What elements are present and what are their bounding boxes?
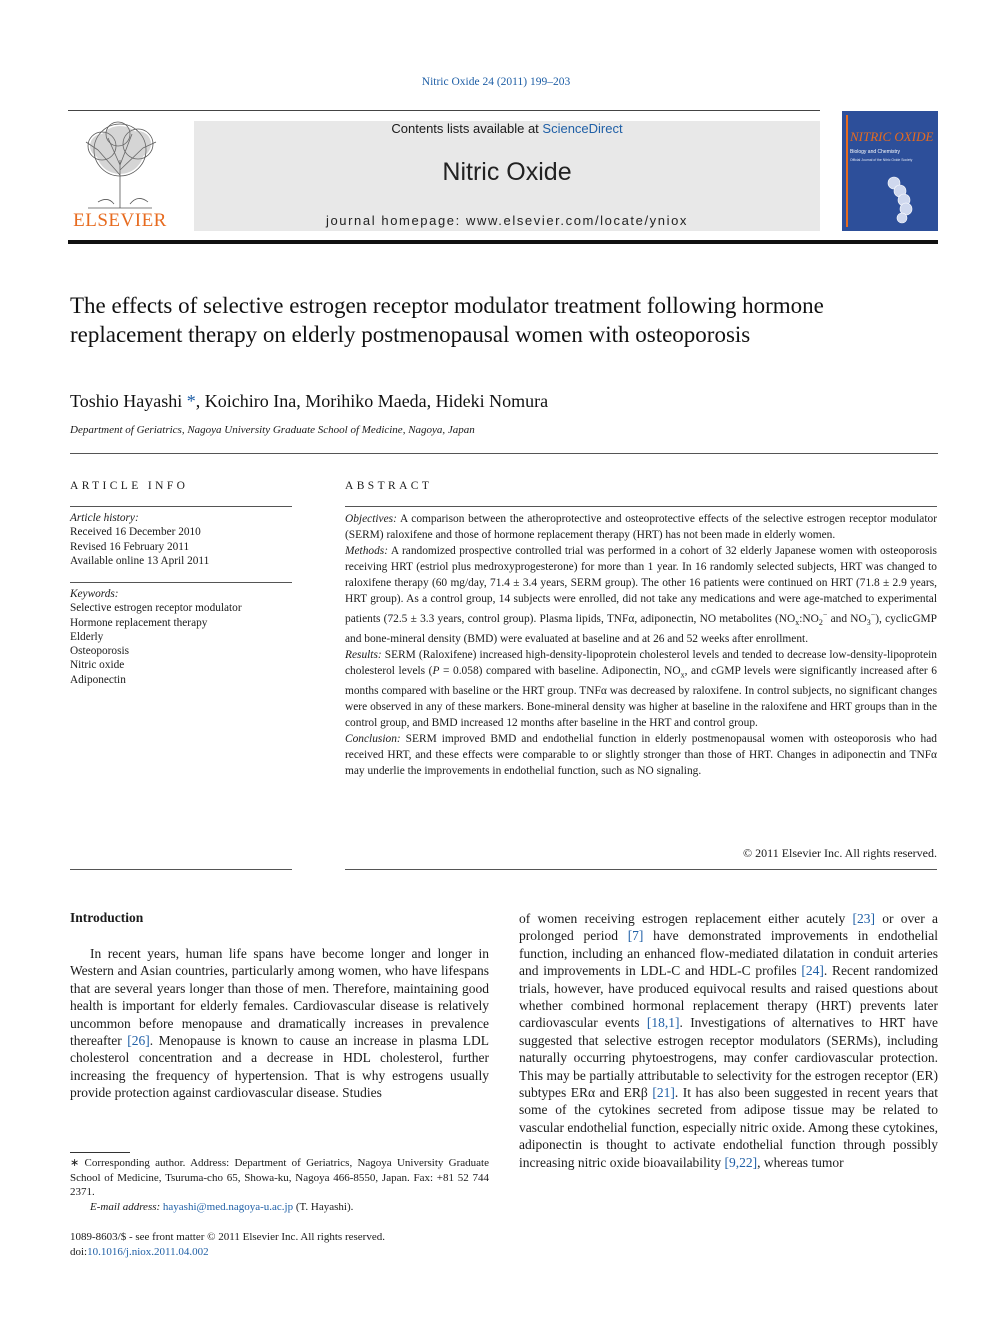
body-text: . It has also been suggested in recent years that some of the cytokines secreted from adipose tissue may be related to vascular endothelial function, especially nitric oxide. Among these cytokines, adiponectin is thought to activate endothelial function through possibly increasing nitric oxide bioavailability — [519, 1085, 938, 1170]
reference-link[interactable]: [26] — [127, 1033, 150, 1049]
body-text: . Recent randomized trials, however, have produced equivocal results and raised questions about whether combined hormonal replacement therapy (HRT) prevents later cardiovascular events — [519, 963, 938, 1031]
conclusion-text: SERM improved BMD and endothelial function in elderly postmenopausal women with osteoporosis who had received HRT, and these effects were comparable to or slightly stronger than those of HRT. Changes in adiponectin and TNFα may underlie the improvements in endothelial function, such as NO signaling. — [345, 733, 937, 778]
body-column-left — [70, 945, 489, 1102]
issn-line: 1089-8603/$ - see front matter © 2011 Elsevier Inc. All rights reserved. — [70, 1231, 385, 1243]
title-rule — [70, 453, 938, 454]
header-top-rule — [68, 110, 820, 111]
keywords-label: Keywords: — [70, 588, 119, 600]
subscript: 3 — [866, 618, 871, 628]
body-text: or over a prolonged period — [519, 911, 938, 944]
abstract-heading: ABSTRACT — [345, 480, 433, 492]
keyword: Elderly — [70, 630, 104, 643]
methods-label: Methods: — [345, 545, 389, 557]
results-label: Results: — [345, 649, 382, 662]
article-info-bottom-rule — [70, 869, 292, 870]
received-date: Received 16 December 2010 — [70, 526, 201, 539]
publisher-wordmark: ELSEVIER — [73, 210, 167, 231]
keyword: Selective estrogen receptor modulator — [70, 602, 242, 615]
results-text: , and cGMP levels were significantly increased after 6 months compared with baseline or the HRT group. TNFα was decreased by raloxifene. In control subjects, no significant changes were observed in any of these markers. Bone-mineral density was higher at baseline in the raloxifene and HRT groups than in the control group, and BMD increased 12 months after baseline in the HRT and control group. — [345, 665, 937, 730]
article-title: The effects of selective estrogen receptor modulator treatment following hormone replacement therapy on elderly postmenopausal women with osteoporosis — [70, 293, 824, 347]
body-text: of women receiving estrogen replacement either acutely — [519, 911, 853, 926]
methods-text: :NO — [799, 612, 819, 625]
reference-link[interactable]: [21] — [652, 1085, 675, 1101]
article-info-heading: ARTICLE INFO — [70, 480, 189, 492]
article-history — [70, 511, 292, 568]
footnote-rule — [70, 1152, 130, 1153]
p-symbol: P — [432, 665, 440, 678]
cover-image-icon — [842, 111, 938, 231]
email-link[interactable]: hayashi@med.nagoya-u.ac.jp — [162, 1200, 294, 1213]
reference-link[interactable]: [24] — [801, 963, 824, 979]
cover-caption: Official Journal of the Nitric Oxide Society — [850, 158, 913, 162]
corresponding-author-note: ∗ Corresponding author. Address: Department of Geriatrics, Nagoya University Graduate School of Medicine, Tsuruma-cho 65, Showa-ku, Nagoya 466-8550, Japan. Fax: +81 52 744 2371. — [70, 1157, 489, 1198]
keyword: Osteoporosis — [70, 645, 129, 658]
methods-text: A randomized prospective controlled trial was performed in a cohort of 32 elderly Japanese women with osteoporosis receiving HRT (estriol plus medroxyprogesterone) for more than 1 year. In 16 randomly selected subjects, HRT was changed to raloxifene therapy (60 mg/day, 71.4 ± 3.4 years, SERM group). The other 16 patients were continued on HRT (71.8 ± 2.9 years, HRT group). As a control group, 14 subjects were enrolled, did not take any medications and were age-matched to experimental patients (72.5 ± 3.3 years, control group). Plasma lipids, TNFα, adiponectin, NO metabolites (NO — [345, 545, 937, 625]
superscript: − — [822, 610, 828, 619]
contents-line — [194, 121, 820, 136]
introduction-heading: Introduction — [70, 910, 144, 925]
journal-cover — [842, 111, 938, 231]
abstract-objectives — [345, 511, 937, 543]
journal-name: Nitric Oxide — [442, 158, 572, 186]
conclusion-label: Conclusion: — [345, 733, 401, 746]
superscript: − — [870, 610, 876, 619]
article-info-rule — [70, 506, 292, 507]
abstract-results — [345, 647, 937, 731]
body-text: , whereas tumor — [757, 1154, 844, 1170]
doi-label: doi: — [70, 1245, 88, 1258]
body-text: have demonstrated improvements in endothelial function, including an enhanced flow-mediated dilatation in conduit arteries and improvements in LDL-C and HDL-C profiles — [519, 928, 938, 979]
corresponding-footnote — [70, 1156, 489, 1214]
sciencedirect-link[interactable]: ScienceDirect — [542, 121, 623, 136]
abstract-body — [345, 511, 937, 779]
issn-block — [70, 1230, 489, 1259]
body-text: . Menopause is known to cause an increase in plasma LDL cholesterol concentration and a decrease in HDL cholesterol, further increasing the frequency of hypertension. That is why estrogens usually provide protection against cardiovascular disease. Studies — [70, 1033, 489, 1101]
subscript: 2 — [818, 618, 823, 628]
objectives-label: Objectives: — [345, 513, 397, 525]
reference-link[interactable]: [18,1] — [646, 1015, 680, 1031]
objectives-text: A comparison between the atheroprotective and osteoprotective effects of the selective estrogen receptor modulator (SERM) raloxifene and those of hormone replacement therapy (HRT) has not been made in elderly women. — [345, 513, 937, 541]
doi-link[interactable]: 10.1016/j.niox.2011.04.002 — [87, 1245, 209, 1258]
abstract-copyright: © 2011 Elsevier Inc. All rights reserved. — [743, 846, 937, 860]
body-column-right — [519, 910, 938, 1171]
reference-link[interactable]: [7] — [627, 928, 644, 944]
first-author: Toshio Hayashi — [70, 391, 183, 411]
keywords-block — [70, 587, 292, 687]
keyword: Hormone replacement therapy — [70, 616, 208, 629]
abstract-bottom-rule — [345, 869, 937, 870]
results-text: = 0.058) compared with baseline. Adiponectin, NO — [439, 665, 681, 678]
body-text: . Investigations of alternatives to HRT have suggested that selective estrogen receptor modulators (SERMs), including naturally occurring phytoestrogens, may confer cardiovascular protection. This may be partially attributable to selectivity for the estrogen receptor (ER) subtypes ERα and ERβ — [519, 1015, 938, 1101]
other-authors: , Koichiro Ina, Morihiko Maeda, Hideki Nomura — [195, 391, 549, 411]
body-text: In recent years, human life spans have become longer and longer in Western and Asian countries, particularly among women, who have lifespans that are several years longer than those of men. Therefore, maintaining good health is important for elderly females. Cardiovascular disease is relatively uncommon before menopause and dramatically increases in prevalence thereafter — [70, 946, 489, 1049]
email-suffix: (T. Hayashi). — [293, 1200, 354, 1213]
doi-line — [70, 1245, 489, 1260]
author-list — [70, 391, 870, 412]
history-label: Article history: — [70, 512, 139, 524]
email-label: E-mail address: — [90, 1200, 161, 1213]
email-line — [70, 1200, 489, 1215]
reference-link[interactable]: [9,22] — [724, 1154, 758, 1170]
journal-citation[interactable]: Nitric Oxide 24 (2011) 199–203 — [421, 76, 571, 88]
corresponding-author-mark[interactable]: * — [182, 391, 196, 411]
cover-subtitle: Biology and Chemistry — [850, 149, 901, 155]
cover-title: NITRIC OXIDE — [850, 129, 934, 144]
abstract-rule — [345, 506, 937, 507]
reference-link[interactable]: [23] — [852, 911, 875, 926]
keyword: Nitric oxide — [70, 659, 125, 672]
affiliation: Department of Geriatrics, Nagoya University Graduate School of Medicine, Nagoya, Japan — [70, 424, 475, 436]
methods-text: ), cyclicGMP and bone-mineral density (BMD) were evaluated at baseline and at 26 and 52 weeks after enrollment. — [345, 612, 938, 646]
online-date: Available online 13 April 2011 — [70, 554, 210, 567]
methods-text: and NO — [827, 612, 867, 625]
journal-homepage[interactable]: journal homepage: www.elsevier.com/locate/yniox — [325, 213, 689, 228]
subscript: x — [795, 618, 800, 628]
keywords-rule — [70, 582, 292, 583]
tree-icon — [68, 120, 172, 210]
header-thick-rule — [68, 240, 938, 244]
revised-date: Revised 16 February 2011 — [70, 540, 190, 553]
abstract-conclusion — [345, 731, 937, 779]
abstract-methods — [345, 543, 937, 647]
subscript: x — [680, 670, 685, 680]
contents-prefix: Contents lists available at — [391, 121, 543, 136]
keyword: Adiponectin — [70, 673, 126, 686]
results-text: SERM (Raloxifene) increased high-density-lipoprotein cholesterol levels and tended to decrease low-density-lipoprotein cholesterol levels ( — [345, 649, 937, 678]
